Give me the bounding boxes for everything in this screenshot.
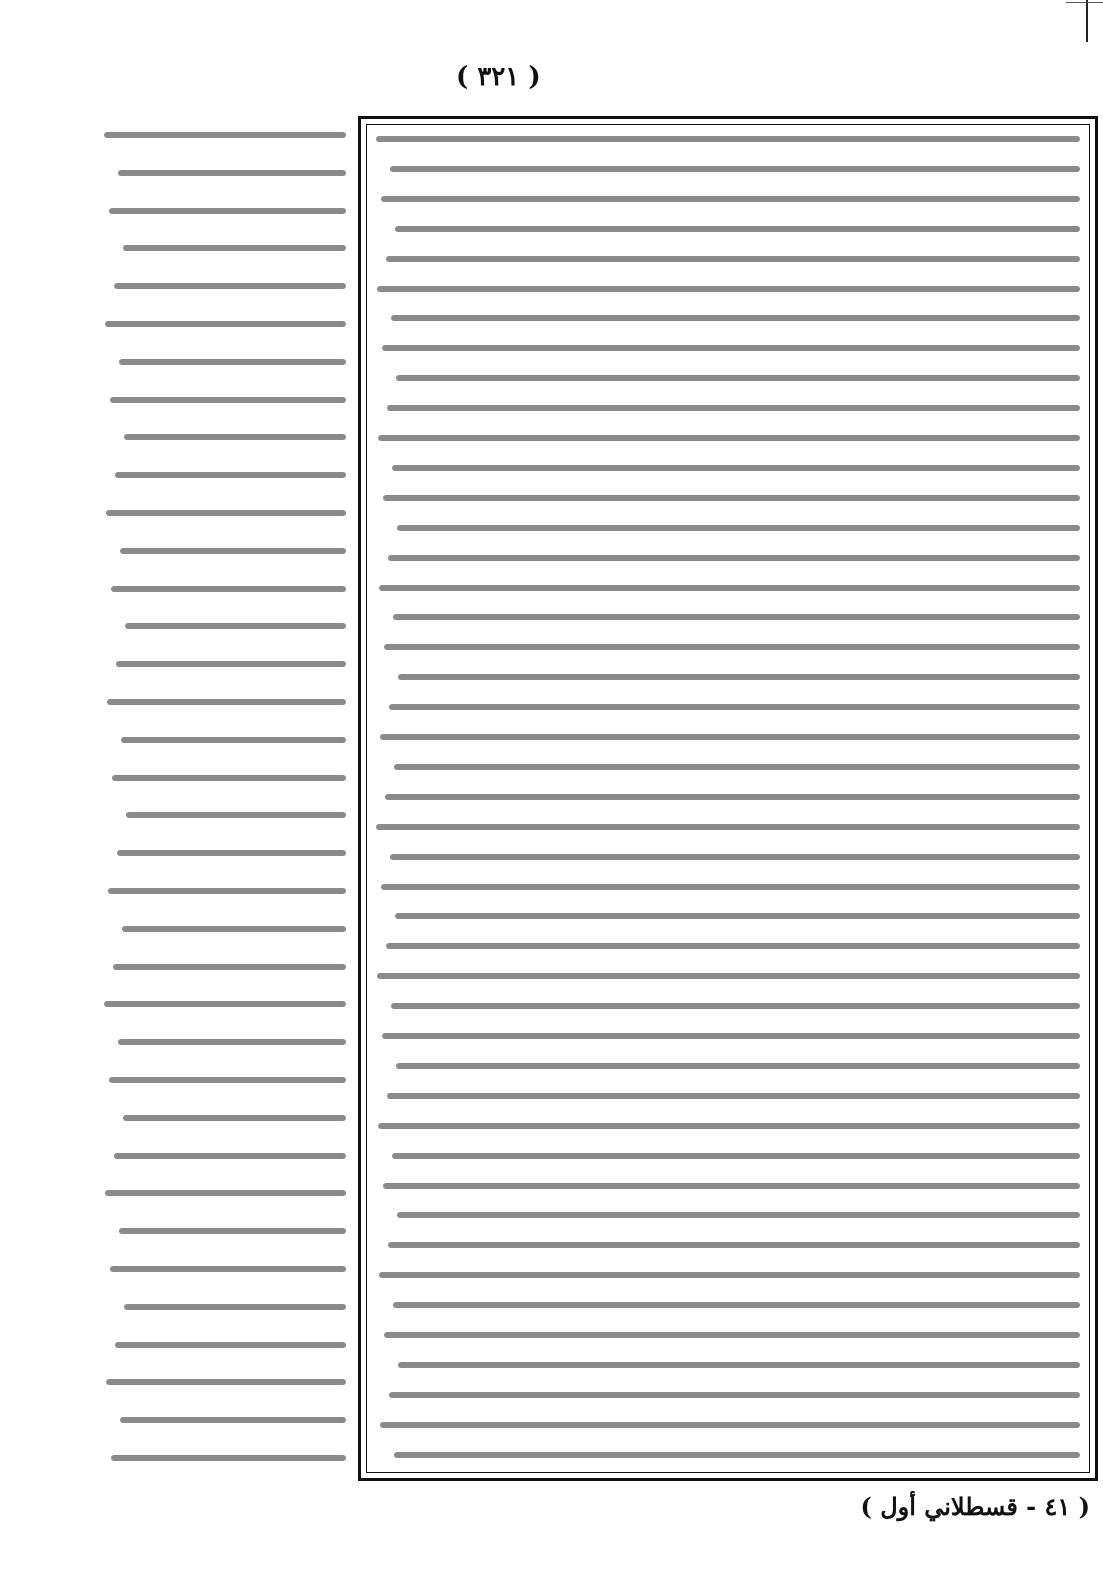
main-text-line: [390, 166, 1080, 172]
margin-text-line: [123, 1115, 346, 1121]
signature-mark: ( ٤١ - قسطلاني أول ): [860, 1492, 1090, 1521]
margin-text-line: [123, 245, 346, 251]
main-text-line: [394, 1452, 1080, 1458]
main-text-line: [376, 136, 1080, 142]
main-text-line: [392, 465, 1080, 471]
main-text-line: [376, 824, 1080, 830]
main-text-line: [381, 884, 1080, 890]
margin-text-line: [116, 661, 346, 667]
main-text-line: [392, 1153, 1080, 1159]
main-text-line: [391, 315, 1080, 321]
main-text-line: [386, 256, 1080, 262]
margin-text-line: [120, 1417, 346, 1423]
main-text-line: [380, 734, 1080, 740]
main-text-line: [396, 375, 1080, 381]
main-text-line: [391, 1003, 1080, 1009]
margin-text-line: [105, 1190, 346, 1196]
margin-text-line: [117, 850, 346, 856]
main-text-line: [388, 1242, 1080, 1248]
main-text-line: [385, 794, 1080, 800]
margin-text-line: [122, 926, 346, 932]
margin-text-line: [104, 1001, 346, 1007]
margin-text-line: [109, 208, 346, 214]
main-text-line: [397, 1212, 1080, 1218]
margin-text-line: [114, 1153, 346, 1159]
margin-text-line: [115, 472, 346, 478]
main-text-line: [393, 614, 1080, 620]
main-text-line: [380, 1422, 1080, 1428]
main-text-line: [390, 854, 1080, 860]
margin-text-line: [105, 321, 346, 327]
main-text-line: [397, 525, 1080, 531]
main-text-line: [383, 495, 1080, 501]
main-text-line: [386, 943, 1080, 949]
corner-rule-vertical: [1086, 0, 1088, 42]
margin-text-line: [104, 132, 346, 138]
margin-text-line: [115, 1342, 346, 1348]
main-text-line: [384, 644, 1080, 650]
main-text-line: [389, 1392, 1080, 1398]
main-text-line: [382, 345, 1080, 351]
page-footer: [100, 1490, 1090, 1526]
margin-text-line: [126, 812, 346, 818]
main-text-line: [377, 286, 1080, 292]
page-number: ( ٣٢١ ): [456, 62, 541, 92]
margin-text-line: [124, 1304, 346, 1310]
main-text-line: [398, 674, 1080, 680]
margin-text-line: [118, 1039, 346, 1045]
margin-text-line: [110, 397, 346, 403]
margin-text-line: [110, 1266, 346, 1272]
margin-text-line: [106, 1379, 346, 1385]
main-text-line: [396, 1063, 1080, 1069]
main-text-line: [381, 196, 1080, 202]
main-text-line: [395, 913, 1080, 919]
main-text-line: [395, 226, 1080, 232]
margin-text-line: [107, 699, 346, 705]
margin-text-line: [108, 888, 346, 894]
margin-text-line: [114, 283, 346, 289]
main-text-line: [387, 1093, 1080, 1099]
margin-text-line: [111, 1455, 346, 1461]
main-text-line: [384, 1332, 1080, 1338]
margin-text-line: [125, 623, 346, 629]
margin-text-line: [111, 586, 346, 592]
main-text-line: [382, 1033, 1080, 1039]
main-text-line: [377, 973, 1080, 979]
main-text-line: [389, 704, 1080, 710]
main-text-line: [383, 1183, 1080, 1189]
corner-rule-horizontal: [1066, 2, 1103, 3]
margin-text-line: [109, 1077, 346, 1083]
margin-text-line: [118, 170, 346, 176]
margin-text-line: [113, 964, 346, 970]
margin-text-line: [119, 1228, 346, 1234]
main-text-line: [378, 435, 1080, 441]
running-header: [70, 50, 1090, 112]
main-text-line: [387, 405, 1080, 411]
margin-text-line: [120, 548, 346, 554]
main-text-line: [393, 1302, 1080, 1308]
margin-text-line: [119, 359, 346, 365]
main-text-line: [379, 585, 1080, 591]
main-text-line: [378, 1123, 1080, 1129]
main-text-line: [394, 764, 1080, 770]
margin-text-line: [124, 434, 346, 440]
main-text-line: [379, 1272, 1080, 1278]
margin-text-line: [112, 775, 346, 781]
margin-text-line: [121, 737, 346, 743]
margin-text-line: [106, 510, 346, 516]
main-text-line: [398, 1362, 1080, 1368]
main-text-line: [388, 555, 1080, 561]
